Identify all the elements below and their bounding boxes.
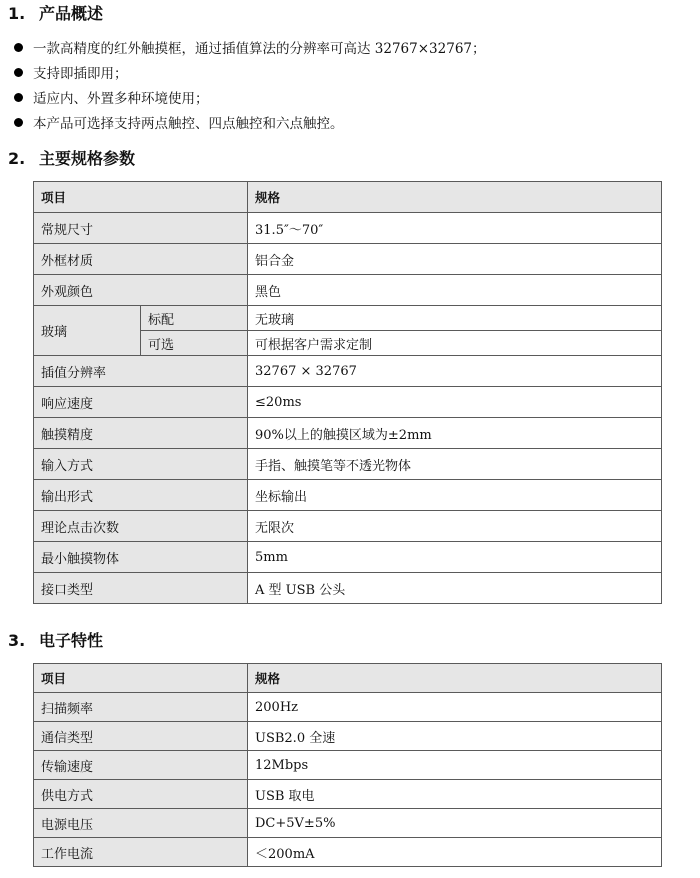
header-spec: 规格 <box>248 182 662 213</box>
row-value: 铝合金 <box>248 244 662 275</box>
row-label: 最小触摸物体 <box>34 542 248 573</box>
row-label: 常规尺寸 <box>34 213 248 244</box>
table-row <box>34 838 662 867</box>
row-value: 5mm <box>248 542 662 573</box>
header-item: 项目 <box>34 664 248 693</box>
row-label: 外框材质 <box>34 244 248 275</box>
section-title: 产品概述 <box>39 4 104 23</box>
row-label: 输出形式 <box>34 480 248 511</box>
table-row <box>34 573 662 604</box>
section-heading-specs <box>8 149 135 169</box>
list-item: 适应内、外置多种环境使用； <box>14 87 486 112</box>
table-header-row <box>34 664 662 693</box>
section-title: 主要规格参数 <box>39 149 136 168</box>
row-value: ≤20ms <box>248 387 662 418</box>
row-label: 电源电压 <box>34 809 248 838</box>
row-value: 可根据客户需求定制 <box>248 331 662 356</box>
row-value: USB 取电 <box>248 780 662 809</box>
header-spec: 规格 <box>248 664 662 693</box>
table-row <box>34 387 662 418</box>
row-label: 通信类型 <box>34 722 248 751</box>
list-item: 本产品可选择支持两点触控、四点触控和六点触控。 <box>14 112 486 137</box>
row-label: 接口类型 <box>34 573 248 604</box>
row-label: 输入方式 <box>34 449 248 480</box>
bullet-icon <box>14 93 23 102</box>
row-value: DC+5V±5% <box>248 809 662 838</box>
row-value: 坐标输出 <box>248 480 662 511</box>
overview-bullet-list <box>14 37 486 137</box>
row-value: 12Mbps <box>248 751 662 780</box>
table-row <box>34 693 662 722</box>
table-row <box>34 751 662 780</box>
row-value: USB2.0 全速 <box>248 722 662 751</box>
section-number: 1. <box>8 4 26 23</box>
row-sublabel: 标配 <box>141 306 248 331</box>
list-item: 支持即插即用； <box>14 62 486 87</box>
row-value: 黑色 <box>248 275 662 306</box>
row-value: 无玻璃 <box>248 306 662 331</box>
row-label: 玻璃 <box>34 306 141 356</box>
row-sublabel: 可选 <box>141 331 248 356</box>
row-label: 插值分辨率 <box>34 356 248 387</box>
row-label: 扫描频率 <box>34 693 248 722</box>
bullet-icon <box>14 118 23 127</box>
table-row <box>34 780 662 809</box>
table-row <box>34 275 662 306</box>
header-item: 项目 <box>34 182 248 213</box>
row-label: 供电方式 <box>34 780 248 809</box>
table-row <box>34 809 662 838</box>
spec-table <box>33 181 662 604</box>
electrical-table <box>33 663 662 867</box>
section-title: 电子特性 <box>39 631 104 650</box>
row-label: 触摸精度 <box>34 418 248 449</box>
table-row <box>34 449 662 480</box>
table-row <box>34 213 662 244</box>
section-number: 3. <box>8 631 26 650</box>
table-row <box>34 244 662 275</box>
list-item: 一款高精度的红外触摸框，通过插值算法的分辨率可高达 32767×32767； <box>14 37 486 62</box>
row-value: 200Hz <box>248 693 662 722</box>
table-row <box>34 480 662 511</box>
table-row <box>34 418 662 449</box>
row-label: 传输速度 <box>34 751 248 780</box>
row-label: 响应速度 <box>34 387 248 418</box>
row-label: 理论点击次数 <box>34 511 248 542</box>
table-row <box>34 356 662 387</box>
table-row <box>34 511 662 542</box>
row-value: 无限次 <box>248 511 662 542</box>
bullet-icon <box>14 43 23 52</box>
table-row <box>34 722 662 751</box>
row-value: 手指、触摸笔等不透光物体 <box>248 449 662 480</box>
bullet-icon <box>14 68 23 77</box>
row-value: 31.5″～70″ <box>248 213 662 244</box>
row-label: 工作电流 <box>34 838 248 867</box>
table-row <box>34 542 662 573</box>
section-number: 2. <box>8 149 26 168</box>
row-value: ＜200mA <box>248 838 662 867</box>
row-value: A 型 USB 公头 <box>248 573 662 604</box>
row-value: 90%以上的触摸区域为±2mm <box>248 418 662 449</box>
row-label: 外观颜色 <box>34 275 248 306</box>
table-header-row <box>34 182 662 213</box>
table-row <box>34 306 662 331</box>
row-value: 32767 × 32767 <box>248 356 662 387</box>
section-heading-electrical <box>8 631 103 651</box>
section-heading-overview <box>8 4 103 24</box>
